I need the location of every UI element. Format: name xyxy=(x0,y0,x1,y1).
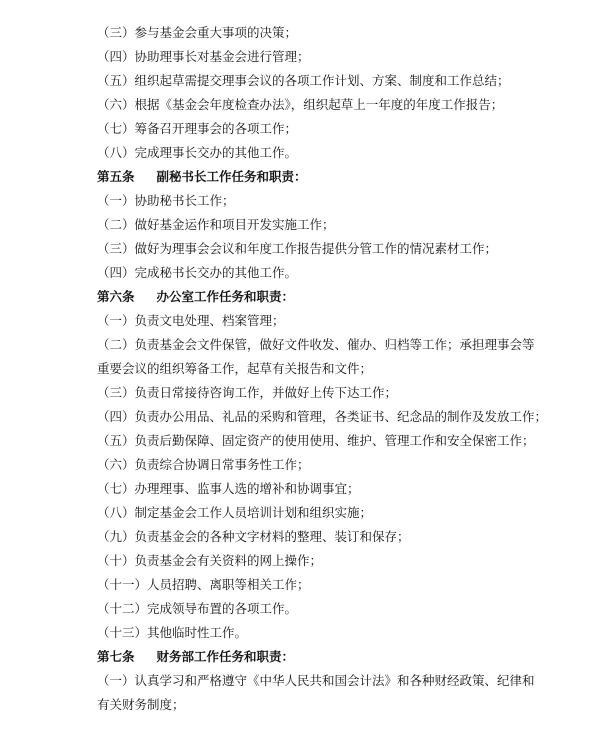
text-line: （十）负责基金会有关资料的网上操作； xyxy=(97,553,323,568)
text-line: （七）筹备召开理事会的各项工作； xyxy=(97,121,298,136)
text-line: （二）负责基金会文件保管，做好文件收发、催办、归档等工作；承担理事会等 xyxy=(97,337,535,352)
text-line: （九）负责基金会的各种文字材料的整理、装订和保存； xyxy=(97,529,410,544)
text-line: （三）参与基金会重大事项的决策； xyxy=(97,25,298,40)
article-heading xyxy=(97,289,294,305)
text-line: （四）协助理事长对基金会进行管理； xyxy=(97,49,310,64)
article-title: 财务部工作任务和职责： xyxy=(156,649,295,664)
text-line: （六）负责综合协调日常事务性工作； xyxy=(97,457,310,472)
article-heading xyxy=(97,649,294,665)
text-line: （十二）完成领导布置的各项工作。 xyxy=(97,601,298,616)
text-line: 重要会议的组织筹备工作，起草有关报告和文件； xyxy=(97,361,373,376)
text-line: （四）完成秘书长交办的其他工作。 xyxy=(97,265,298,280)
article-number: 第六条 xyxy=(97,289,135,304)
text-line: 有关财务制度； xyxy=(97,697,185,712)
text-line: （八）制定基金会工作人员培训计划和组织实施； xyxy=(97,505,373,520)
text-line: （一）协助秘书长工作； xyxy=(97,193,235,208)
text-line: （一）认真学习和严格遵守《中华人民共和国会计法》和各种财经政策、纪律和 xyxy=(97,673,535,688)
article-title: 副秘书长工作任务和职责： xyxy=(156,169,307,184)
text-line: （七）办理理事、监事人选的增补和协调事宜； xyxy=(97,481,360,496)
text-line: （一）负责文电处理、档案管理； xyxy=(97,313,285,328)
text-line: （八）完成理事长交办的其他工作。 xyxy=(97,145,298,160)
text-line: （四）负责办公用品、礼品的采购和管理，各类证书、纪念品的制作及发放工作； xyxy=(97,409,548,424)
text-line: （三）做好为理事会会议和年度工作报告提供分管工作的情况素材工作； xyxy=(97,241,498,256)
text-line: （三）负责日常接待咨询工作，并做好上传下达工作； xyxy=(97,385,398,400)
text-line: （二）做好基金运作和项目开发实施工作； xyxy=(97,217,335,232)
text-line: （六）根据《基金会年度检查办法》，组织起草上一年度的年度工作报告； xyxy=(97,97,504,112)
article-title: 办公室工作任务和职责： xyxy=(156,289,295,304)
text-line: （五）组织起草需提交理事会议的各项工作计划、方案、制度和工作总结； xyxy=(97,73,510,88)
text-line: （十三）其他临时性工作。 xyxy=(97,625,248,640)
article-number: 第五条 xyxy=(97,169,135,184)
text-line: （十一）人员招聘、离职等相关工作； xyxy=(97,577,310,592)
article-heading xyxy=(97,169,307,185)
article-number: 第七条 xyxy=(97,649,135,664)
text-line: （五）负责后勤保障、固定资产的使用使用、维护、管理工作和安全保密工作； xyxy=(97,433,535,448)
